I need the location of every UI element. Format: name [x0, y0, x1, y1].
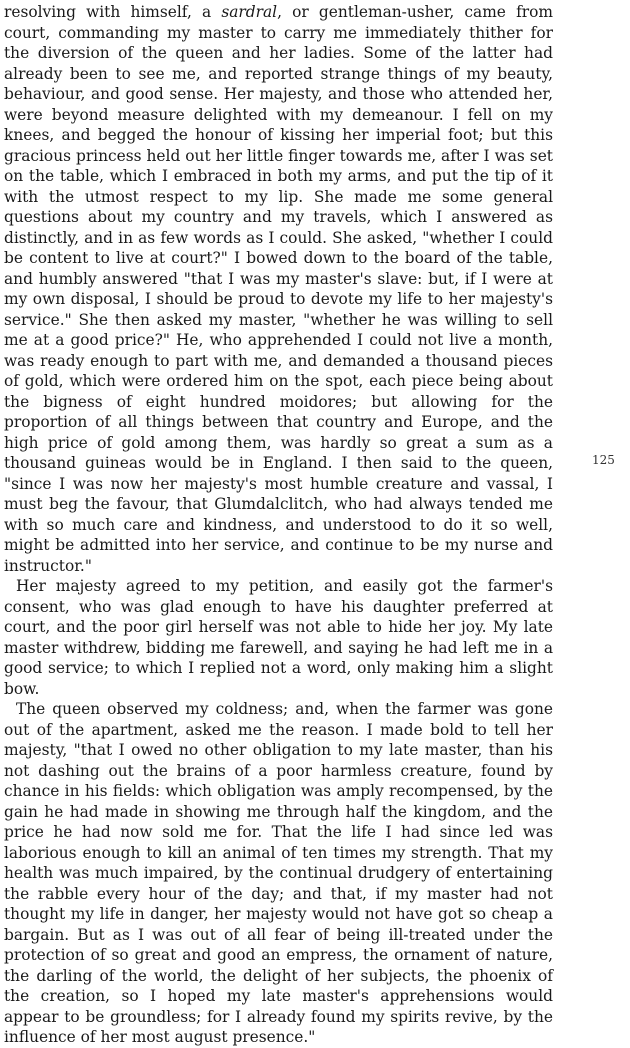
paragraph-1 [4, 2, 553, 576]
paragraph-1-start: resolving with himself, a [4, 3, 222, 21]
paragraph-2: Her majesty agreed to my petition, and easily got the farmer's consent, who was glad enough to have his daughter preferred at court, and the poor girl herself was not able to hide her joy. My late master withdrew, bidding me farewell, and saying he had left me in a good service; to which I replied not a word, only making him a slight bow. [4, 577, 553, 698]
paragraph-1-rest: , or gentleman-usher, came from court, commanding my master to carry me immediately thither for the diversion of the queen and her ladies. Some of the latter had already been to see me, and reported strange things of my beauty, behaviour, and good sense. Her majesty, and those who attended her, were beyond measure delighted with my demeanour. I fell on my knees, and begged the honour of kissing her imperial foot; but this gracious princess held out her little finger towards me, after I was set on the table, which I embraced in both my arms, and put the tip of it with the utmost respect to my lip. She made me some general questions about my country and my travels, which I answered as distinctly, and in as few words as I could. She asked, "whether I could be content to live at court?" I bowed down to the board of the table, and humbly answered "that I was my master's slave: but, if I were at my own disposal, I should be proud to devote my life to her majesty's service." She then asked my master, "whether he was willing to sell me at a good price?" He, who apprehended I could not live a month, was ready enough to part with me, and demanded a thousand pieces of gold, which were ordered him on the spot, each piece being about the bigness of eight hundred moidores; but allowing for the proportion of all things between that country and Europe, and the high price of gold among them, was hardly so great a sum as a thousand guineas would be in England. I then said to the queen, "since I was now her majesty's most humble creature and vassal, I must beg the favour, that Glumdalclitch, who had always tended me with so much care and kindness, and understood to do it so well, might be admitted into her service, and continue to be my nurse and instructor." [4, 3, 553, 575]
paragraph-3: The queen observed my coldness; and, when the farmer was gone out of the apartment, asked me the reason. I made bold to tell her majesty, "that I owed no other obligation to my late master, than his not dashing out the brains of a poor harmless creature, found by chance in his fields: which obligation was amply recompensed, by the gain he had made in showing me through half the kingdom, and the price he had now sold me for. That the life I had since led was laborious enough to kill an animal of ten times my strength. That my health was much impaired, by the continual drudgery of entertaining the rabble every hour of the day; and that, if my master had not thought my life in danger, her majesty would not have got so cheap a bargain. But as I was out of all fear of being ill-treated under the protection of so great and good an empress, the ornament of nature, the darling of the world, the delight of her subjects, the phoenix of the creation, so I hoped my late master's apprehensions would appear to be groundless; for I already found my spirits revive, by the influence of her most august presence." [4, 700, 553, 1046]
page-body [4, 2, 553, 1048]
emphasized-word: sardral [221, 3, 278, 21]
page-number: 125 [592, 453, 615, 467]
